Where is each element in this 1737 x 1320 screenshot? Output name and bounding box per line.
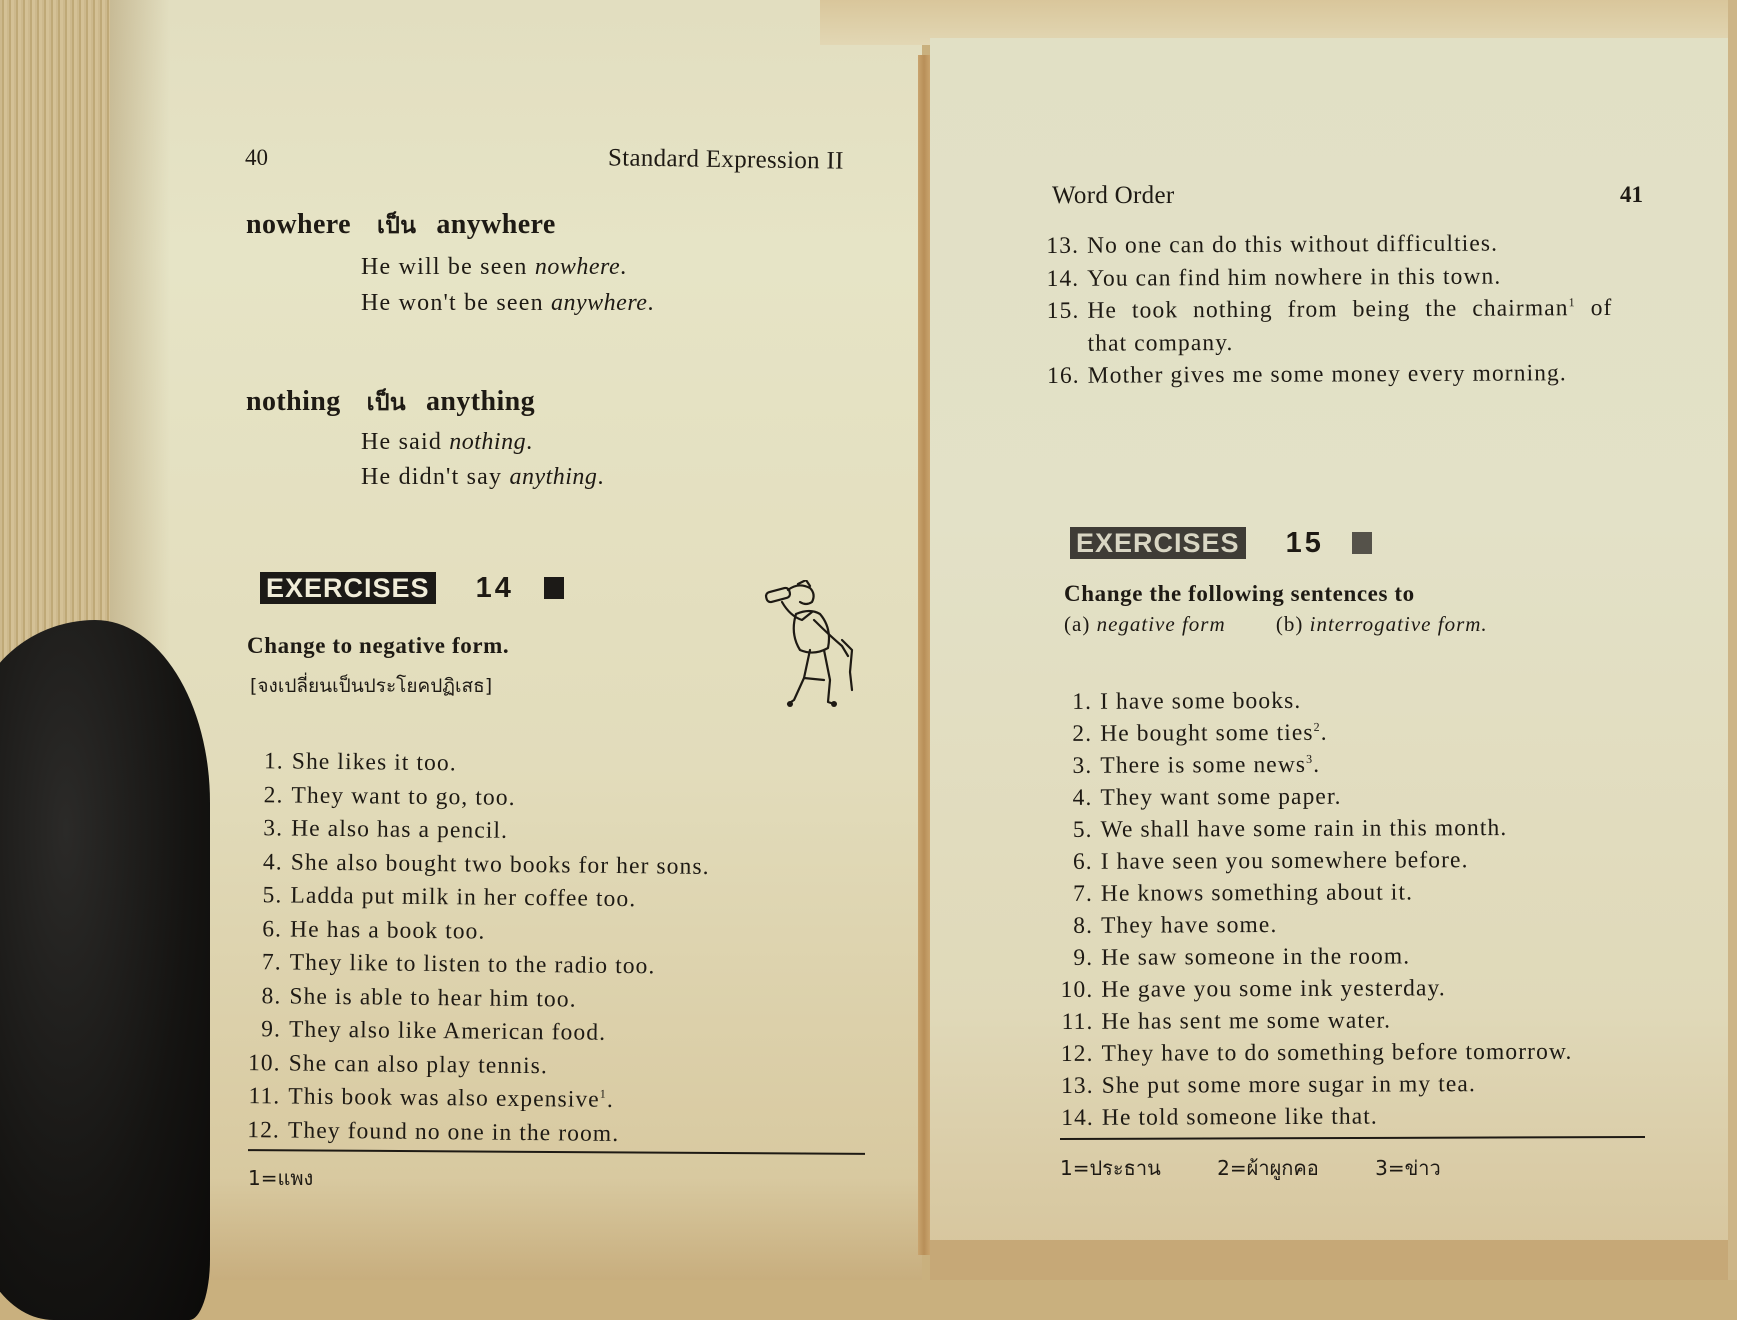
example-sentence — [361, 464, 605, 491]
item-text: They found no one in the room. — [288, 1117, 620, 1146]
item-text: She also bought two books for her sons. — [291, 849, 710, 879]
example-sentence — [361, 429, 533, 456]
item-number: 8. — [1049, 913, 1093, 940]
example-text: He didn't say — [361, 464, 509, 490]
exercise-number: 14 — [476, 572, 514, 604]
item-text: This book was also expensive — [288, 1084, 600, 1113]
list-item — [236, 1049, 707, 1087]
list-item — [1050, 1103, 1573, 1137]
example-sentence — [361, 254, 627, 281]
item-text: They have some. — [1101, 912, 1278, 939]
item-text: She likes it too. — [292, 749, 457, 777]
example-emphasis: anything — [509, 464, 597, 490]
item-text: He gave you some ink yesterday. — [1101, 975, 1446, 1003]
item-number: 7. — [238, 949, 282, 976]
item-number: 11. — [236, 1083, 280, 1110]
item-number: 4. — [239, 848, 283, 875]
example-punct: . — [526, 429, 533, 455]
list-item — [1049, 975, 1572, 1009]
list-item — [1035, 262, 1612, 298]
item-text: He has sent me some water. — [1101, 1008, 1391, 1035]
item-number: 10. — [1049, 977, 1093, 1004]
item-number: 13. — [1050, 1073, 1094, 1100]
footnote-marker: 1 — [600, 1087, 607, 1101]
exercise-15-list — [1048, 687, 1573, 1137]
item-punct: . — [1321, 720, 1328, 746]
item-number: 2. — [239, 781, 283, 808]
exercise-header-15 — [1070, 527, 1372, 560]
page-number-left: 40 — [245, 145, 268, 171]
item-number: 1. — [240, 748, 284, 775]
footnotes-right — [1060, 1152, 1491, 1184]
list-item — [1049, 879, 1572, 913]
item-text: No one can do this without difficulties. — [1087, 231, 1498, 259]
list-item — [1035, 295, 1612, 331]
item-number: 8. — [237, 982, 281, 1009]
option-b-text: interrogative form. — [1310, 612, 1488, 636]
item-text: She is able to hear him too. — [289, 983, 577, 1012]
item-text: He has a book too. — [290, 916, 486, 944]
example-text: He will be seen — [361, 254, 535, 280]
item-punct: . — [607, 1087, 614, 1113]
item-text: He also has a pencil. — [291, 816, 508, 844]
option-a-text: negative form — [1097, 612, 1226, 636]
item-text: They want some paper. — [1100, 784, 1341, 811]
item-number: 3. — [239, 815, 283, 842]
footnote: 1=ประธาน — [1060, 1156, 1161, 1180]
list-item — [1035, 230, 1612, 266]
exercise-header-14 — [260, 572, 564, 605]
item-punct: . — [1313, 752, 1320, 778]
item-number: 13. — [1035, 233, 1079, 260]
item-number: 1. — [1048, 689, 1092, 716]
item-text: She can also play tennis. — [289, 1050, 548, 1079]
list-item — [1048, 719, 1571, 753]
list-item — [1048, 783, 1571, 817]
list-item — [1036, 360, 1613, 396]
list-item — [240, 748, 711, 786]
footnotes-left — [248, 1162, 363, 1194]
list-item — [238, 949, 709, 987]
list-item — [1049, 943, 1572, 977]
list-item — [1048, 687, 1571, 721]
item-text: I have seen you somewhere before. — [1101, 847, 1469, 875]
running-head-right: Word Order — [1052, 182, 1174, 210]
square-bullet-icon — [1352, 532, 1372, 554]
option-b-label: (b) — [1276, 612, 1304, 636]
page-number-right: 41 — [1620, 182, 1643, 208]
item-text: You can find him nowhere in this town. — [1087, 263, 1501, 291]
option-a-label: (a) — [1064, 612, 1090, 636]
item-number: 6. — [238, 915, 282, 942]
list-item — [239, 781, 710, 819]
list-item — [237, 1016, 708, 1054]
footnote: 1=แพง — [248, 1166, 313, 1190]
item-text: He knows something about it. — [1101, 879, 1413, 906]
list-item — [1049, 911, 1572, 945]
item-number: 5. — [1049, 817, 1093, 844]
item-text: They also like American food. — [289, 1017, 606, 1046]
item-number: 6. — [1049, 849, 1093, 876]
example-punct: . — [597, 464, 604, 490]
section-heading-nothing — [246, 385, 535, 421]
item-number: 7. — [1049, 881, 1093, 908]
example-emphasis: nowhere — [535, 254, 620, 280]
example-text: He won't be seen — [361, 290, 551, 316]
heading-term-right: anywhere — [436, 209, 555, 240]
man-with-telescope-icon — [760, 580, 870, 710]
list-item — [236, 1083, 707, 1121]
example-punct: . — [620, 254, 627, 280]
item-number: 4. — [1048, 785, 1092, 812]
item-text: He told someone like that. — [1102, 1104, 1378, 1131]
footnote-marker: 3 — [1306, 752, 1313, 766]
list-item — [1050, 1039, 1573, 1073]
item-text: that company. — [1088, 329, 1234, 356]
exercise-instruction: Change to negative form. — [247, 633, 509, 659]
item-number: 9. — [1049, 945, 1093, 972]
list-item — [1048, 751, 1571, 785]
exercise-instruction: Change the following sentences to — [1064, 581, 1415, 607]
example-emphasis: nothing — [449, 429, 526, 455]
item-text: They want to go, too. — [291, 782, 515, 810]
item-number: 3. — [1048, 753, 1092, 780]
item-text: He bought some ties — [1100, 720, 1314, 747]
item-number: 12. — [1050, 1041, 1094, 1068]
heading-thai-connector: เป็น — [367, 390, 406, 416]
list-item — [1049, 815, 1572, 849]
exercise-number: 15 — [1286, 527, 1324, 559]
example-sentence — [361, 290, 655, 317]
thumb-holding-page — [0, 620, 210, 1320]
item-text: There is some news — [1100, 752, 1306, 779]
item-number: 16. — [1036, 363, 1080, 390]
exercise-14-list — [236, 748, 711, 1155]
item-text: They like to listen to the radio too. — [290, 950, 656, 980]
exercise-options — [1064, 612, 1488, 637]
item-number: 14. — [1035, 265, 1079, 292]
exercises-badge: EXERCISES — [260, 572, 436, 604]
item-number: 5. — [238, 882, 282, 909]
list-item — [238, 915, 709, 953]
list-item — [1049, 1007, 1572, 1041]
footnote: 3=ข่าว — [1375, 1156, 1441, 1180]
item-number: 14. — [1050, 1105, 1094, 1132]
right-page-bottom-edge — [930, 1240, 1737, 1280]
item-number: 2. — [1048, 721, 1092, 748]
item-text: He took nothing from being the chairman — [1087, 295, 1568, 324]
item-text: They have to do something before tomorrow. — [1102, 1039, 1573, 1067]
right-page-side-edge — [1728, 0, 1737, 1280]
item-text: We shall have some rain in this month. — [1101, 815, 1508, 843]
item-text: I have some books. — [1100, 688, 1301, 715]
footnote-marker: 2 — [1314, 720, 1321, 734]
footnote-marker: 1 — [1569, 295, 1576, 309]
square-bullet-icon — [544, 577, 564, 599]
list-item — [1050, 1071, 1573, 1105]
list-item — [237, 982, 708, 1020]
item-text: She put some more sugar in my tea. — [1102, 1071, 1476, 1099]
heading-term-left: nothing — [246, 386, 341, 417]
section-heading-nowhere — [246, 208, 556, 244]
item-text: Mother gives me some money every morning. — [1088, 360, 1567, 389]
heading-term-left: nowhere — [246, 209, 351, 240]
item-number: 9. — [237, 1016, 281, 1043]
heading-term-right: anything — [426, 386, 535, 417]
list-item — [1049, 847, 1572, 881]
item-number: 11. — [1049, 1009, 1093, 1036]
example-punct: . — [647, 290, 654, 316]
example-emphasis: anywhere — [551, 290, 647, 316]
book-gutter — [918, 55, 930, 1255]
list-item — [238, 882, 709, 920]
item-text: Ladda put milk in her coffee too. — [290, 883, 636, 913]
heading-thai-connector: เป็น — [377, 213, 416, 239]
example-text: He said — [361, 429, 449, 455]
exercises-badge: EXERCISES — [1070, 527, 1246, 559]
item-number: 15. — [1035, 298, 1079, 325]
exercise-13-continued-list — [1035, 230, 1613, 396]
footnote: 2=ผ้าผูกคอ — [1217, 1156, 1319, 1180]
item-number: 12. — [236, 1116, 280, 1143]
list-item — [239, 848, 710, 886]
item-text-continuation: of — [1576, 295, 1613, 321]
item-text: He saw someone in the room. — [1101, 943, 1410, 970]
item-number: 10. — [237, 1049, 281, 1076]
exercise-instruction-thai: [จงเปลี่ยนเป็นประโยคปฏิเสธ] — [250, 671, 492, 701]
list-item-continuation — [1036, 327, 1613, 363]
running-head-left: Standard Expression II — [608, 144, 844, 175]
list-item — [239, 815, 710, 853]
